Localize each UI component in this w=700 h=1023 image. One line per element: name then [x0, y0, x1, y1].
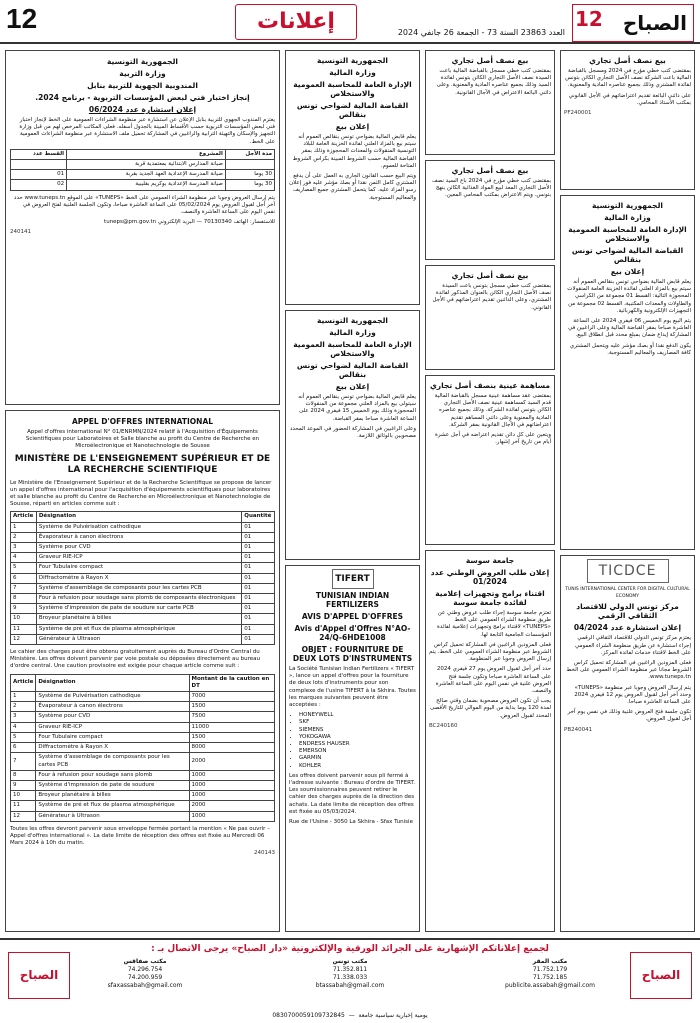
- ad-mf: وزارة المالية: [329, 68, 376, 77]
- aoi-body-3: Toutes les offres devront parvenir sous enveloppe fermée portant la mention « Ne pas ouvrir – Appel d'offres international ». La date limite de réception des offres est fixée au Mercredi 06 Mars 2024 à 10h du matin.: [10, 825, 270, 847]
- office-hq: [490, 958, 610, 990]
- table-cell: Système d'assemblage de composants pour les cartes PCB: [36, 753, 189, 770]
- brand-item: • HONEYWELL: [299, 712, 416, 719]
- aoi-caution-table: [10, 674, 275, 822]
- table-cell: 1000: [189, 811, 274, 821]
- office-tel: 71.352.811: [332, 966, 368, 973]
- tifert-company: TUNISIAN INDIAN FERTILIZERS: [315, 591, 390, 609]
- ad-ministry-tender: [5, 50, 280, 405]
- table-cell: Broyeur planétaire à billes: [36, 614, 241, 624]
- table-cell: 5: [11, 563, 37, 573]
- ad-subject: إنجاز اختبار فني لبعض المؤسسات التربوية - برنامج 2024.: [35, 93, 250, 102]
- table-cell: 8000: [189, 743, 274, 753]
- office-tel: 71.752.179: [532, 966, 568, 973]
- brand-item: • KOHLER: [299, 763, 416, 770]
- table-cell: 01: [242, 604, 275, 614]
- table-cell: 4: [11, 553, 37, 563]
- table-cell: Graveur RIE-ICP: [36, 553, 241, 563]
- table-cell: 7: [11, 583, 37, 593]
- table-cell: Évaporateur à canon électrons: [36, 702, 189, 712]
- footer-tagline: يومية إخبارية سياسية جامعة — 0830700059109732845: [272, 1012, 428, 1019]
- footer-title: لجميع إعلاناتكم الإشهارية على الجرائد الورقية والإلكترونية «دار الصباح» يرجى الاتصال بـ :: [151, 944, 549, 954]
- table-row: [11, 811, 275, 821]
- table-header-cell: Article: [11, 674, 36, 691]
- sale-title: بيع نصف أصل تجاري: [451, 271, 529, 280]
- office-email[interactable]: sfaxassabah@gmail.com: [107, 982, 183, 989]
- ad-sale-2: [425, 160, 555, 260]
- tifert-address: Rue de l'Usine - 3050 La Skhira - Sfax Tunisie: [289, 819, 413, 826]
- aoi-rows: [11, 522, 275, 644]
- ad-lots-table: [10, 149, 275, 191]
- table-cell: Système d'assemblage de composants pour les cartes PCB: [36, 583, 241, 593]
- table-cell: 01: [242, 594, 275, 604]
- table-cell: 01: [242, 543, 275, 553]
- aoi-body-2: Le cahier des charges peut être obtenu gratuitement auprès du Bureau d'Ordre Central du Ministère. Les offres doivent parvenir par voie postale ou déposées directement au bureau d'ordre central. Une caution provisoire est exigée pour chaque article comme suit :: [10, 649, 261, 670]
- sale-title: بيع نصف أصل تجاري: [451, 56, 529, 65]
- office-tunis: [290, 958, 410, 990]
- table-cell: 01: [242, 532, 275, 542]
- office-name: مكتب المقر: [532, 958, 568, 965]
- table-cell: 5: [11, 732, 36, 742]
- aoi-ministry: MINISTÈRE DE L'ENSEIGNEMENT SUPÉRIEUR ET DE LA RECHERCHE SCIENTIFIQUE: [14, 453, 271, 475]
- table-row: [11, 634, 275, 644]
- table-cell: 4: [11, 722, 36, 732]
- sale-body: بمقتضى كتب خطي مؤرخ في 2024 باع السيد نصف الأصل التجاري المعد لبيع المواد الغذائية الكائن بنهج بتونس. ويتم الاعتراض بمكتب المحامي المعين.: [431, 178, 551, 199]
- tifert-logo: TIFERT: [332, 569, 374, 589]
- ad-recette: القباضة المالية لضواحي تونس بنقالص: [571, 246, 684, 264]
- table-header-cell: المشروع: [67, 149, 226, 159]
- office-name: مكتب صفاقس: [123, 958, 167, 965]
- ad-body: يعتزم المندوب الجهوي للتربية بنابل الإعلان عن استشارة عبر منظومة الشراءات العمومية على الخط لإنجاز اختبار فني لبعض المؤسسات التربوية حسب الأقساط المبينة بالجدول أسفله. فعلى المكاتب المرخص لهم من قبل وزارة التجهيز والإسكان والتهيئة الترابية والراغبين في المشاركة تحميل ملف الاستشارة عبر منظومة الشراءات العمومية على الخط.: [19, 117, 275, 145]
- table-cell: 10: [11, 614, 37, 624]
- table-row: [11, 732, 275, 742]
- masthead-number: 12: [575, 7, 603, 31]
- table-cell: 1000: [189, 780, 274, 790]
- table-cell: Four à refusion pour soudage sans plomb: [36, 770, 189, 780]
- table-row: [11, 753, 275, 770]
- tic-body: يتم إرسال العروض وجوبا عبر منظومة «TUNEPS» وحدد آخر أجل لقبول العروض يوم 12 فيفري 2024 على الساعة العاشرة صباحا.: [574, 684, 691, 706]
- office-email[interactable]: publicite.assabah@gmail.com: [505, 982, 595, 989]
- cert-title: مساهمة عينية بنصف أصل تجاري: [429, 381, 551, 390]
- ad-tax: الإدارة العامة للمحاسبة العمومية والاستخلاص: [293, 80, 412, 98]
- table-row: [11, 614, 275, 624]
- brand-item: • SKF: [299, 719, 416, 726]
- table-row: [11, 692, 275, 702]
- tagline-text: يومية إخبارية سياسية جامعة: [358, 1012, 428, 1019]
- office-email[interactable]: btassabah@gmail.com: [315, 982, 385, 989]
- table-cell: Four Tubulaire compact: [36, 563, 241, 573]
- table-cell: Système de Pulvérisation cathodique: [36, 692, 189, 702]
- table-cell: 3: [11, 543, 37, 553]
- ad-site-link[interactable]: www.tuneps.tn: [24, 194, 66, 201]
- table-cell: Graveur RIE-ICP: [36, 722, 189, 732]
- table-cell: 7: [11, 753, 36, 770]
- table-row: [11, 780, 275, 790]
- aoi-ref: Appel d'offres international N° 01/ENRMN/2024 relatif à l'Acquisition d'Équipements Scientifiques pour Laboratoires et Salle blanche au profit du Centre de Recherche en Microélectronique et Nanotechnologie de Sousse: [25, 429, 260, 450]
- table-header-cell: Article: [11, 512, 37, 522]
- table-cell: Système de Pulvérisation cathodique: [36, 522, 241, 532]
- table-row: [11, 702, 275, 712]
- table-header-cell: Désignation: [36, 512, 241, 522]
- table-cell: 1500: [189, 732, 274, 742]
- ad-consult: إعلان استشارة عدد 06/2024: [88, 105, 197, 114]
- table-row: [11, 522, 275, 532]
- ad-sale-3: [425, 265, 555, 370]
- table-cell: 3: [11, 712, 36, 722]
- table-cell: 7000: [189, 692, 274, 702]
- bank-sub: إعلان طلب العروض الوطني عدد 01/2024: [430, 568, 550, 586]
- bank-title: جامعة سوسة: [465, 556, 515, 565]
- page-header: [0, 0, 700, 44]
- table-cell: [11, 160, 67, 170]
- ad-mf: وزارة المالية: [604, 213, 651, 222]
- table-row: [11, 532, 275, 542]
- tifert-title: AVIS D'APPEL D'OFFRES: [301, 612, 404, 621]
- table-cell: 9: [11, 780, 36, 790]
- office-fax: 71.752.185: [532, 974, 568, 981]
- ad-tic: [560, 555, 695, 932]
- table-cell: 01: [242, 624, 275, 634]
- table-row: [11, 624, 275, 634]
- ad-mf: وزارة المالية: [329, 328, 376, 337]
- table-cell: صيانة المدارس الابتدائية بمعتمدية قربة: [67, 160, 226, 170]
- table-cell: Évaporateur à canon électrons: [36, 532, 241, 542]
- ad-tifert: [285, 565, 420, 932]
- table-cell: 01: [242, 573, 275, 583]
- cert-body: بمقتضى عقد مساهمة عينية مسجل بالقباضة المالية قدم السيد كمساهمة عينية نصف الأصل التجاري الكائن بتونس لفائدة الشركة. وذلك بجميع عناصره المادية والمعنوية وعلى دائني المساهم تقديم اعتراضاتهم في الآجال القانونية بمقر الشركة.: [434, 393, 551, 428]
- bank-code: BC240160: [429, 722, 458, 729]
- ad-country: الجمهورية التونسية: [317, 56, 388, 65]
- ad-body: يعلم قابض المالية بضواحي تونس بنقالص العموم أنه سيتم بيع بالمزاد العلني لفائدة الخزينة العامة للبلاد التونسية المنقولات والمعدات المحجوزة وذلك بمقر القباضة المالية حسب الشروط المبينة بكراس الشروط المتاحة للعموم.: [292, 134, 416, 169]
- table-cell: 01: [242, 583, 275, 593]
- table-row: [11, 563, 275, 573]
- tifert-body: La Société Tunisian Indian Fertilizers « TIFERT », lance un appel d'offres pour la fourniture de deux lots d'instruments pour son complexe de l'usine TIFERT à la Skhira. Toutes les marques suivantes peuvent être acceptées :: [289, 666, 416, 709]
- university-body: تعتزم جامعة سوسة إجراء طلب عروض وطني عن طريق منظومة الشراء العمومي على الخط «TUNEPS» لاقتناء برامج وتجهيزات إعلامية لفائدة المؤسسات الجامعية التابعة لها.: [437, 610, 551, 638]
- masthead-name: الصباح: [622, 11, 687, 35]
- ad-body: ويتم البيع حسب القانون الجاري به العمل على أن يدفع المشتري كامل الثمن نقدا أو بصك مؤشر عليه فور إعلان رسو المزاد عليه. كما يتحمل المشتري جميع المصاريف والمعاليم المستوجبة.: [289, 173, 416, 201]
- table-cell: 11: [11, 624, 37, 634]
- table-cell: Système d'impression de pate de soudure: [36, 780, 189, 790]
- table-cell: 1000: [189, 791, 274, 801]
- table-row: [11, 553, 275, 563]
- ad-directorate: المندوبية الجهوية للتربية بنابل: [87, 81, 198, 90]
- table-cell: 12: [11, 811, 36, 821]
- table-row: [11, 801, 275, 811]
- table-cell: Broyeur planétaire à billes: [36, 791, 189, 801]
- table-row: [11, 583, 275, 593]
- tic-title: مركز تونس الدولي للاقتصاد الثقافي الرقمي: [576, 602, 679, 621]
- table-header-cell: Montant de la caution en DT: [189, 674, 274, 691]
- ad-tax: الإدارة العامة للمحاسبة العمومية والاستخلاص: [293, 340, 412, 358]
- table-cell: 2000: [189, 801, 274, 811]
- ad-body-2: يتم إرسال العروض وجوبا عبر منظومة الشراء العمومي على الخط «TUNEPS» على الموقع www.tuneps.tn حدد آخر أجل لقبول العروض يوم 05/02/2024 على الساعة العاشرة صباحا، وتكون الجلسة العلنية لفتح العروض في نفس اليوم على الساعة العاشرة والنصف.: [14, 194, 275, 216]
- table-cell: Générateur à Ultrason: [36, 634, 241, 644]
- table-cell: 6: [11, 743, 36, 753]
- aoi-articles-table: [10, 511, 275, 645]
- table-cell: Système pour CVD: [36, 712, 189, 722]
- table-cell: Générateur à Ultrason: [36, 811, 189, 821]
- table-cell: 30 يوما: [225, 180, 274, 190]
- table-row: [11, 573, 275, 583]
- table-row: [11, 170, 275, 180]
- university-body: فعلى المزودين الراغبين في المشاركة تحميل كراس الشروط عبر منظومة الشراء العمومي على الخط. يتم إرسال العروض وجوبا عبر المنظومة.: [429, 641, 551, 663]
- sale-body: بمقتضى كتب خطي مسجل بالقباضة المالية باعت السيدة نصف الأصل التجاري الكائن بتونس لفائدة السيد وذلك بجميع عناصره المادية والمعنوية. وعلى دائني البائعة الاعتراض في الآجال القانونية.: [436, 68, 551, 96]
- tifert-object: OBJET : FOURNITURE DE DEUX LOTS D'INSTRUMENTS: [292, 645, 413, 663]
- sale-body: بمقتضى كتب خطي مؤرخ في 2024 ومسجل بالقباضة المالية باعت الشركة نصف الأصل التجاري الكائن بتونس لفائدة المشتري وذلك بجميع عناصره المادية والمعنوية.: [565, 68, 691, 89]
- tic-code: PB240041: [564, 726, 593, 733]
- caution-rows: [11, 692, 275, 822]
- brand-item: • EMERSON: [299, 748, 416, 755]
- table-header-cell: Désignation: [36, 674, 189, 691]
- tic-sub: TUNIS INTERNATIONAL CENTER FOR DIGITAL CULTURAL ECONOMY: [565, 587, 690, 600]
- office-fax: 71.338.033: [332, 974, 368, 981]
- table-cell: Four à refusion pour soudage sans plomb de composants électroniques: [36, 594, 241, 604]
- ad-contribution: [425, 375, 555, 545]
- brand-item: • GARMIN: [299, 755, 416, 762]
- table-header-cell: القسط عدد: [11, 149, 67, 159]
- university-body: حدد آخر أجل لقبول العروض يوم 27 فيفري 2024 على الساعة العاشرة صباحا وتكون جلسة فتح العروض علنية في نفس اليوم على الساعة العاشرة والنصف.: [435, 666, 551, 695]
- sale-title: بيع نصف أصل تجاري: [451, 166, 529, 175]
- tic-body: يعتزم مركز تونس الدولي للاقتصاد الثقافي الرقمي إجراء استشارة عن طريق منظومة الشراء العمومي على الخط لاقتناء خدمات لفائدة المركز.: [574, 635, 691, 656]
- ad-auction: إعلان بيع: [610, 267, 645, 276]
- table-row: [11, 180, 275, 190]
- table-cell: 2: [11, 702, 36, 712]
- ad-body: يكون الدفع نقدا أو بصك مؤشر عليه ويتحمل المشتري كافة المصاريف والمعاليم المستوجبة.: [569, 342, 691, 356]
- ad-country: الجمهورية التونسية: [317, 316, 388, 325]
- table-cell: 01: [242, 522, 275, 532]
- ad-country: الجمهورية التونسية: [592, 201, 663, 210]
- table-cell: 30 يوما: [225, 170, 274, 180]
- table-row: [11, 160, 275, 170]
- table-cell: 1000: [189, 770, 274, 780]
- footer-logo-right: الصباح: [630, 952, 692, 999]
- brand-item: • SIEMENS: [299, 727, 416, 734]
- table-cell: Système d'impression de pate de soudure sur carte PCB: [36, 604, 241, 614]
- ad-body: يعلم قابض المالية بضواحي تونس بنقالص العموم أنه سيتم بيع بالمزاد العلني لفائدة الخزينة العامة المنقولات المحجوزة التالية: القسط 01 مجموعة من الكراسي والطاولات والمعدات المكتبية، القسط 02 مجموعة من التجهيزات الإلكترونية والكهربائية.: [567, 279, 691, 314]
- table-cell: 01: [242, 634, 275, 644]
- ad-code: 240141: [10, 229, 31, 236]
- university-body: يجب أن تكون العروض مصحوبة بضمان وقتي صالح لمدة 120 يوما بداية من اليوم الموالي للتاريخ الأقصى المحدد لقبول العروض.: [429, 698, 551, 719]
- table-cell: Système pour CVD: [36, 543, 241, 553]
- tifert-brand-list: [299, 712, 416, 770]
- table-cell: 8: [11, 594, 37, 604]
- ad-email-link[interactable]: tuneps@pm.gov.tn: [104, 219, 157, 226]
- table-cell: 7500: [189, 712, 274, 722]
- table-cell: 6: [11, 573, 37, 583]
- table-cell: 1: [11, 522, 37, 532]
- table-cell: [225, 160, 274, 170]
- table-cell: 10: [11, 791, 36, 801]
- table-cell: 01: [242, 563, 275, 573]
- tifert-ref: Avis d'Appel d'Offres N°AO-24/Q-6HDE1008: [294, 624, 411, 642]
- ad-auction: إعلان بيع: [335, 122, 370, 131]
- sale-code: PF240001: [564, 110, 592, 117]
- table-row: [11, 722, 275, 732]
- table-row: [11, 543, 275, 553]
- ad-body: يعلم قابض المالية بضواحي تونس بنقالص العموم أنه سيتولى بيع بالمزاد العلني مجموعة من المنقولات المحجوزة وذلك يوم الخميس 15 فيفري 2024 على الساعة العاشرة صباحا بمقر القباضة.: [298, 394, 416, 422]
- page-number: 12: [6, 3, 38, 34]
- office-tel: 74.296.754: [127, 966, 163, 973]
- brand-item: • YOKOGAWA: [299, 734, 416, 741]
- table-cell: صيانة المدرسة الإعدادية بوكريم بقليبية: [67, 180, 226, 190]
- tic-logo: TICDCE: [587, 559, 669, 583]
- table-cell: 8: [11, 770, 36, 780]
- table-cell: 1500: [189, 702, 274, 712]
- cert-body: ويتعين على كل دائن تقديم اعتراضه في أجل عشرة أيام من تاريخ آخر إشهار.: [435, 432, 551, 446]
- ad-aoi: [5, 410, 280, 932]
- aoi-title: APPEL D'OFFRES INTERNATIONAL: [71, 417, 214, 426]
- ad-ministry: وزارة التربية: [119, 69, 166, 78]
- table-cell: 01: [11, 170, 67, 180]
- tic-consult: إعلان استشارة عدد 04/2024: [573, 623, 682, 633]
- issue-line: العدد 23863 السنة 73 - الجمعة 26 جانفي 2024: [397, 28, 565, 37]
- office-fax: 74.200.959: [127, 974, 163, 981]
- ad-body: وعلى الراغبين في المشاركة الحضور في الموعد المحدد مصحوبين بالوثائق اللازمة.: [289, 425, 416, 440]
- table-cell: صيانة المدرسة الإعدادية العهد الجديد بقربة: [67, 170, 226, 180]
- bank-sub-2: اقتناء برامج وتجهيزات إعلامية لفائدة جامعة سوسة: [435, 589, 545, 607]
- tic-body: فعلى المزودين الراغبين في المشاركة تحميل كراس الشروط مجانا عبر منظومة الشراء العمومي على الخط www.tuneps.tn.: [566, 660, 691, 681]
- aoi-body: Le Ministère de l'Enseignement Supérieur et de la Recherche Scientifique se propose de lancer un appel d'offres international pour l'acquisition d'équipements scientifiques pour laboratoires et salle blanche au profit du Centre de Recherche en Microélectronique et Nanotechnologie de Sousse, réparti en articles comme suit :: [10, 479, 272, 508]
- ad-phone: 70130340: [203, 219, 232, 226]
- tifert-body-2: Les offres doivent parvenir sous pli fermé à l'adresse suivante : Bureau d'ordre de TIFERT. Les soumissionnaires peuvent retirer le cahier des charges auprès de la direction des achats. La date limite de réception des offres est fixée au 05/03/2024.: [289, 772, 415, 815]
- ad-recette-2: [285, 310, 420, 560]
- table-cell: Diffractomètre à Rayon X: [36, 573, 241, 583]
- tic-body: تكون جلسة فتح العروض علنية وذلك في نفس يوم آخر أجل لقبول العروض.: [567, 709, 691, 723]
- aoi-code: 240143: [254, 850, 275, 857]
- table-cell: 1: [11, 692, 36, 702]
- table-header-cell: Quantité: [242, 512, 275, 522]
- brand-item: • ENDRESS HAUSER: [299, 741, 416, 748]
- masthead: [572, 4, 694, 42]
- table-row: [11, 770, 275, 780]
- office-name: مكتب تونس: [332, 958, 368, 965]
- table-cell: 11: [11, 801, 36, 811]
- table-cell: 2000: [189, 753, 274, 770]
- ad-recette: القباضة المالية لضواحي تونس بنقالص: [296, 361, 409, 379]
- ad-recette: القباضة المالية لضواحي تونس بنقالص: [296, 101, 409, 119]
- table-cell: Système de pré et flux de plasma atmosphérique: [36, 624, 241, 634]
- sale-body: بمقتضى كتب خطي مسجل بتونس باعت السيدة نصف الأصل التجاري الكائن بالعنوان المذكور لفائدة المشتري، وعلى الدائنين تقديم اعتراضاتهم في الأجل القانوني.: [432, 283, 551, 311]
- sale-body: على دائني البائعة تقديم اعتراضاتهم في الأجل القانوني بمكتب الأستاذ المحامي.: [568, 92, 691, 106]
- ad-recette-1: [285, 50, 420, 305]
- table-row: [11, 594, 275, 604]
- ad-body: يتم البيع يوم الخميس 06 فيفري 2024 على الساعة العاشرة صباحا بمقر القباضة المالية وعلى الراغبين في المشاركة إيداع ضمان بمبلغ محدد قبل انطلاق البيع.: [568, 318, 691, 339]
- table-cell: 2: [11, 532, 37, 542]
- table-cell: Four Tubulaire compact: [36, 732, 189, 742]
- table-cell: 12: [11, 634, 37, 644]
- table-row: [11, 743, 275, 753]
- table-row: [11, 712, 275, 722]
- table-cell: 01: [242, 614, 275, 624]
- table-cell: Diffractomètre à Rayon X: [36, 743, 189, 753]
- ad-recette-3: [560, 195, 695, 550]
- table-cell: 11000: [189, 722, 274, 732]
- table-cell: Système de pré et flux de plasma atmosphérique: [36, 801, 189, 811]
- table-header-cell: مدة الأجل: [225, 149, 274, 159]
- table-row: [11, 604, 275, 614]
- ad-university: [425, 550, 555, 932]
- section-title: إعلانات: [235, 4, 357, 40]
- ad-sale-1: [425, 50, 555, 155]
- footer-logo-left: الصباح: [8, 952, 70, 999]
- table-cell: 01: [242, 553, 275, 563]
- ad-contact: للاستفسار: الهاتف 70130340 — البريد الإلكتروني tuneps@pm.gov.tn: [104, 219, 275, 226]
- table-cell: 02: [11, 180, 67, 190]
- ad-tax: الإدارة العامة للمحاسبة العمومية والاستخلاص: [568, 225, 687, 243]
- page-footer: [0, 938, 700, 1023]
- account-number: 0830700059109732845: [272, 1012, 345, 1019]
- ad-country: الجمهورية التونسية: [107, 57, 178, 66]
- ad-sale-right: [560, 50, 695, 190]
- sale-title: بيع نصف أصل تجاري: [589, 56, 666, 65]
- table-row: [11, 791, 275, 801]
- ad-auction: إعلان بيع: [335, 382, 370, 391]
- office-sfax: [85, 958, 205, 990]
- table-cell: 9: [11, 604, 37, 614]
